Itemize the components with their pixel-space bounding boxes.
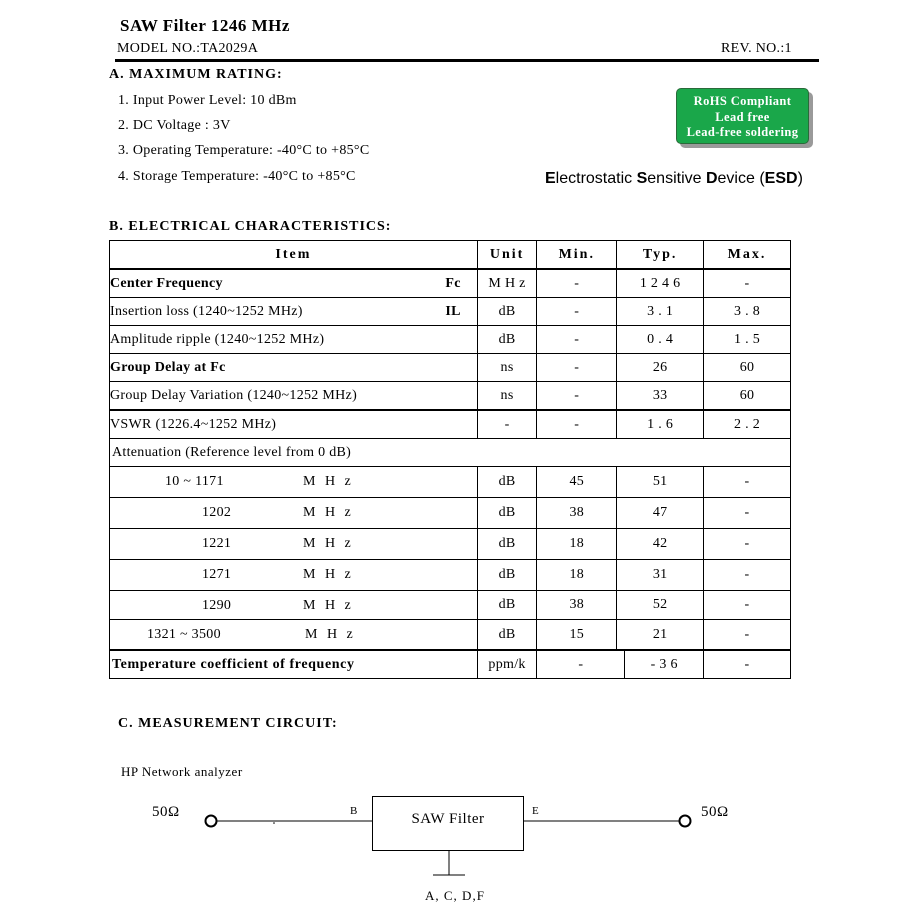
row-max: 2 . 2 xyxy=(704,410,791,439)
row-max: - xyxy=(704,269,791,298)
attenuation-freq: 1271 xyxy=(202,567,232,582)
row-min: - xyxy=(537,382,617,411)
esd-text-2: ensitive xyxy=(647,170,706,187)
measurement-heading: C. MEASUREMENT CIRCUIT: xyxy=(118,716,338,731)
revision-number: REV. NO.:1 xyxy=(721,41,792,56)
row-typ: 3 . 1 xyxy=(617,298,704,326)
attenuation-typ: 31 xyxy=(617,560,704,591)
row-symbol: IL xyxy=(445,304,461,319)
column-header-item: Item xyxy=(110,241,478,270)
left-impedance: 50Ω xyxy=(152,804,180,820)
temp-coeff-min: - xyxy=(537,650,625,679)
rating-item-power: 1. Input Power Level: 10 dBm xyxy=(118,93,297,108)
row-typ: 33 xyxy=(617,382,704,411)
esd-text-3: evice ( xyxy=(717,170,765,187)
temp-coeff-typ: - 3 6 xyxy=(625,650,704,679)
row-min: - xyxy=(537,298,617,326)
row-typ: 0 . 4 xyxy=(617,326,704,354)
column-header-typ: Typ. xyxy=(617,241,704,270)
attenuation-min: 45 xyxy=(537,467,617,498)
attenuation-max: - xyxy=(704,467,791,498)
pin-in-label: B xyxy=(350,805,358,817)
attenuation-unit: dB xyxy=(477,591,537,620)
attenuation-min: 38 xyxy=(537,591,617,620)
row-item: Insertion loss (1240~1252 MHz) xyxy=(110,304,303,319)
row-item: Group Delay Variation (1240~1252 MHz) xyxy=(110,388,358,403)
attenuation-freq: 1321 ~ 3500 xyxy=(147,627,221,642)
attenuation-freq: 10 ~ 1171 xyxy=(165,474,224,489)
rating-item-storage-temp: 4. Storage Temperature: -40°C to +85°C xyxy=(118,169,356,184)
attenuation-freq-unit: M H z xyxy=(305,627,356,642)
esd-letter-e: E xyxy=(545,170,556,187)
column-header-min: Min. xyxy=(537,241,617,270)
electrical-heading: B. ELECTRICAL CHARACTERISTICS: xyxy=(109,219,392,234)
attenuation-min: 15 xyxy=(537,620,617,651)
right-terminal xyxy=(680,816,691,827)
network-analyzer-label: HP Network analyzer xyxy=(121,764,243,779)
column-header-max: Max. xyxy=(704,241,791,270)
temp-coeff-unit: ppm/k xyxy=(477,650,537,679)
rating-item-operating-temp: 3. Operating Temperature: -40°C to +85°C xyxy=(118,143,370,158)
esd-letter-s: S xyxy=(636,170,648,187)
rohs-line-3: Lead-free soldering xyxy=(686,125,799,139)
row-max: 3 . 8 xyxy=(704,298,791,326)
attenuation-min: 18 xyxy=(537,560,617,591)
row-unit: ns xyxy=(477,354,537,382)
row-typ: 1 2 4 6 xyxy=(617,269,704,298)
attenuation-freq-unit: M H z xyxy=(303,474,354,489)
document-title: SAW Filter 1246 MHz xyxy=(120,16,290,35)
attenuation-max: - xyxy=(704,560,791,591)
temp-coeff-item: Temperature coefficient of frequency xyxy=(110,650,478,679)
row-item: Amplitude ripple (1240~1252 MHz) xyxy=(110,332,325,347)
row-unit: - xyxy=(477,410,537,439)
attenuation-max: - xyxy=(704,591,791,620)
attenuation-min: 38 xyxy=(537,498,617,529)
attenuation-unit: dB xyxy=(477,467,537,498)
attenuation-freq-unit: M H z xyxy=(303,598,354,613)
attenuation-max: - xyxy=(704,529,791,560)
attenuation-freq: 1290 xyxy=(202,598,232,613)
esd-abbrev: ESD xyxy=(764,170,798,187)
column-header-unit: Unit xyxy=(477,241,537,270)
max-rating-heading: A. MAXIMUM RATING: xyxy=(109,67,283,82)
row-unit: dB xyxy=(477,298,537,326)
row-max: 1 . 5 xyxy=(704,326,791,354)
attenuation-typ: 47 xyxy=(617,498,704,529)
row-typ: 26 xyxy=(617,354,704,382)
row-max: 60 xyxy=(704,382,791,411)
attenuation-unit: dB xyxy=(477,498,537,529)
row-min: - xyxy=(537,269,617,298)
attenuation-freq-unit: M H z xyxy=(303,505,354,520)
row-unit: dB xyxy=(477,326,537,354)
attenuation-min: 18 xyxy=(537,529,617,560)
ground-pins-label: A, C, D,F xyxy=(425,888,485,903)
esd-letter-d: D xyxy=(705,170,718,187)
model-number: MODEL NO.:TA2029A xyxy=(117,41,259,56)
temp-coeff-max: - xyxy=(704,650,791,679)
attenuation-typ: 21 xyxy=(617,620,704,651)
attenuation-typ: 42 xyxy=(617,529,704,560)
attenuation-max: - xyxy=(704,498,791,529)
row-typ: 1 . 6 xyxy=(617,410,704,439)
row-item: VSWR (1226.4~1252 MHz) xyxy=(110,417,277,432)
attenuation-unit: dB xyxy=(477,620,537,651)
attenuation-max: - xyxy=(704,620,791,651)
row-min: - xyxy=(537,410,617,439)
row-max: 60 xyxy=(704,354,791,382)
rohs-line-2: Lead free xyxy=(715,109,770,124)
row-unit: ns xyxy=(477,382,537,411)
row-min: - xyxy=(537,354,617,382)
saw-filter-block: SAW Filter xyxy=(372,796,524,851)
row-symbol: Fc xyxy=(445,276,461,291)
row-unit: M H z xyxy=(477,269,537,298)
right-impedance: 50Ω xyxy=(701,804,729,820)
left-terminal xyxy=(206,816,217,827)
attenuation-freq-unit: M H z xyxy=(303,567,354,582)
attenuation-label: Attenuation (Reference level from 0 dB) xyxy=(110,439,791,467)
attenuation-typ: 51 xyxy=(617,467,704,498)
attenuation-typ: 52 xyxy=(617,591,704,620)
esd-text-1: lectrostatic xyxy=(555,170,637,187)
attenuation-freq-unit: M H z xyxy=(303,536,354,551)
wire-dot xyxy=(273,822,275,824)
esd-text-4: ) xyxy=(797,170,803,187)
rohs-line-1: RoHS Compliant xyxy=(693,94,792,108)
pin-out-label: E xyxy=(532,805,539,817)
attenuation-freq: 1202 xyxy=(202,505,232,520)
row-min: - xyxy=(537,326,617,354)
attenuation-unit: dB xyxy=(477,560,537,591)
row-item: Center Frequency xyxy=(110,276,223,291)
row-item: Group Delay at Fc xyxy=(110,360,226,375)
attenuation-unit: dB xyxy=(477,529,537,560)
attenuation-freq: 1221 xyxy=(202,536,232,551)
rating-item-voltage: 2. DC Voltage : 3V xyxy=(118,118,231,133)
